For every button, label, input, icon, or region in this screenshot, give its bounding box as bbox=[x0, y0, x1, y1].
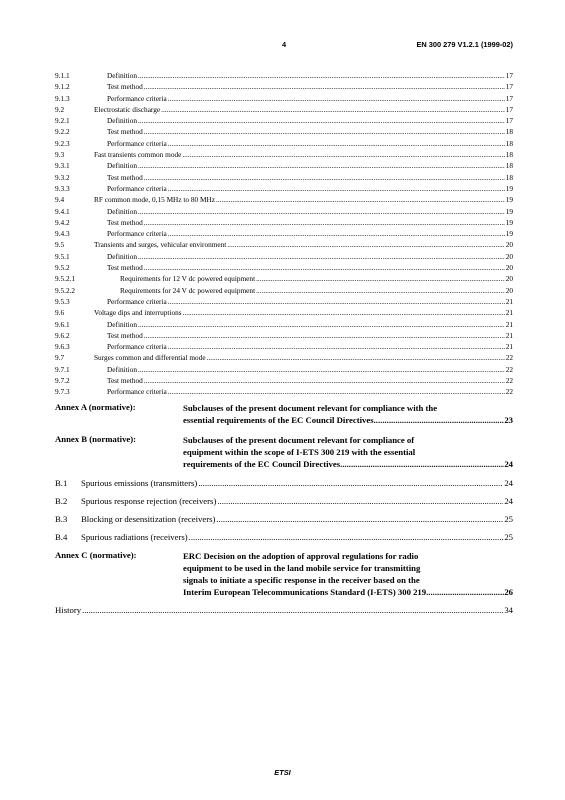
annex-a-label: Annex A (normative): bbox=[55, 402, 136, 412]
toc-entry[interactable] bbox=[55, 364, 513, 375]
toc-entry-title: Requirements for 12 V dc powered equipment bbox=[120, 274, 256, 284]
toc-entry-page: 18 bbox=[505, 150, 513, 160]
toc-entry[interactable] bbox=[55, 386, 513, 397]
toc-entry-title: Test method bbox=[107, 82, 143, 92]
toc-entry[interactable] bbox=[55, 115, 513, 126]
toc-entry-title: Performance criteria bbox=[107, 342, 167, 352]
leader-dots bbox=[138, 160, 505, 171]
leader-dots bbox=[216, 194, 505, 205]
annex-a-title-line: essential requirements of the EC Council Directives bbox=[183, 415, 374, 425]
toc-entry-b4[interactable] bbox=[55, 531, 513, 543]
toc-entry[interactable] bbox=[55, 285, 513, 296]
toc-entry[interactable] bbox=[55, 206, 513, 217]
toc-entry[interactable] bbox=[55, 307, 513, 318]
annex-b-label: Annex B (normative): bbox=[55, 434, 137, 444]
toc-entry-page: 19 bbox=[505, 195, 513, 205]
toc-entry[interactable] bbox=[55, 104, 513, 115]
leader-dots bbox=[189, 531, 504, 543]
toc-entry-title: Performance criteria bbox=[107, 296, 167, 306]
toc-entry-number: 9.5.1 bbox=[55, 251, 70, 261]
leader-dots bbox=[168, 93, 505, 104]
leader-dots bbox=[168, 341, 505, 352]
toc-entry-number: 9.3 bbox=[55, 150, 65, 160]
toc-entry-history[interactable] bbox=[55, 604, 513, 616]
toc-entry-number: 9.1.1 bbox=[55, 71, 70, 80]
toc-entry-number: 9.4.3 bbox=[55, 229, 70, 239]
toc-entry-number: B.2 bbox=[55, 496, 68, 506]
annex-c-label: Annex C (normative): bbox=[55, 550, 137, 560]
toc-entry-page: 24 bbox=[504, 478, 513, 488]
leader-dots bbox=[138, 206, 505, 217]
toc-entry-number: 9.2.1 bbox=[55, 116, 70, 126]
annex-b-title-line: requirements of the EC Council Directives bbox=[183, 459, 341, 469]
leader-dots bbox=[168, 183, 505, 194]
toc-entry-title: Spurious response rejection (receivers) bbox=[81, 496, 217, 506]
toc-entry-page: 21 bbox=[505, 319, 513, 329]
toc-entry-title: Definition bbox=[107, 206, 137, 216]
toc-entry[interactable] bbox=[55, 183, 513, 194]
toc-entry-page: 17 bbox=[505, 116, 513, 126]
toc-entry-number: 9.4.1 bbox=[55, 206, 70, 216]
toc-entry-number: 9.5.3 bbox=[55, 296, 70, 306]
leader-dots bbox=[198, 477, 503, 489]
toc-entry-page: 17 bbox=[505, 93, 513, 103]
toc-clauses bbox=[55, 70, 513, 398]
toc-entry-b2[interactable] bbox=[55, 495, 513, 507]
toc-entry[interactable] bbox=[55, 138, 513, 149]
toc-entry[interactable] bbox=[55, 239, 513, 250]
toc-entry-number: 9.7 bbox=[55, 353, 65, 363]
toc-entry-title: Blocking or desensitization (receivers) bbox=[81, 514, 216, 524]
toc-entry[interactable] bbox=[55, 262, 513, 273]
annex-c-title-line: equipment to be used in the land mobile service for transmitting bbox=[183, 563, 421, 573]
leader-dots bbox=[256, 273, 505, 284]
toc-entry[interactable] bbox=[55, 194, 513, 205]
toc-entry-title: Fast transients common mode bbox=[94, 150, 182, 160]
toc-entry-title: Definition bbox=[107, 161, 137, 171]
leader-dots bbox=[183, 307, 505, 318]
toc-entry-number: 9.4.2 bbox=[55, 217, 70, 227]
toc-entry-page: 22 bbox=[505, 387, 513, 397]
toc-entry-page: 20 bbox=[505, 251, 513, 261]
toc-entry-b1[interactable] bbox=[55, 477, 513, 489]
toc-entry[interactable] bbox=[55, 81, 513, 92]
leader-dots bbox=[168, 386, 505, 397]
toc-entry-number: 9.2.3 bbox=[55, 138, 70, 148]
toc-entry-page: 22 bbox=[505, 364, 513, 374]
toc-entry-title: Voltage dips and interruptions bbox=[94, 308, 182, 318]
leader-dots bbox=[161, 104, 505, 115]
leader-dots bbox=[216, 513, 503, 525]
toc-entry-number: 9.3.3 bbox=[55, 183, 70, 193]
toc-entry-page: 19 bbox=[505, 183, 513, 193]
leader-dots bbox=[374, 414, 505, 426]
toc-entry-title: Definition bbox=[107, 251, 137, 261]
leader-dots bbox=[138, 319, 505, 330]
page-header bbox=[55, 40, 513, 52]
toc-entry[interactable] bbox=[55, 172, 513, 183]
toc-entry-title: Performance criteria bbox=[107, 93, 167, 103]
toc-entry-title: Electrostatic discharge bbox=[94, 104, 161, 114]
leader-dots bbox=[168, 296, 505, 307]
toc-entry-page: 20 bbox=[505, 285, 513, 295]
toc-entry[interactable] bbox=[55, 319, 513, 330]
annex-c-title-line: signals to initiate a specific response in the receiver based on the bbox=[183, 575, 420, 585]
toc-entry-title: Definition bbox=[107, 116, 137, 126]
leader-dots bbox=[144, 330, 505, 341]
toc-entry-title: Performance criteria bbox=[107, 138, 167, 148]
leader-dots bbox=[256, 285, 505, 296]
toc-entry-title: Test method bbox=[107, 127, 143, 137]
toc-entry-page: 21 bbox=[505, 342, 513, 352]
toc-entry-number: 9.3.2 bbox=[55, 172, 70, 182]
leader-dots bbox=[426, 586, 504, 598]
document-id: EN 300 279 V1.2.1 (1999-02) bbox=[416, 40, 513, 49]
toc-entry-page: 20 bbox=[505, 263, 513, 273]
leader-dots bbox=[340, 458, 504, 470]
toc-entry-page: 19 bbox=[505, 229, 513, 239]
page-number: 4 bbox=[281, 40, 287, 49]
toc-entry[interactable] bbox=[55, 93, 513, 104]
leader-dots bbox=[168, 228, 505, 239]
toc-entry-title: RF common mode, 0,15 MHz to 80 MHz bbox=[94, 195, 216, 205]
toc-entry-title: Test method bbox=[107, 263, 143, 273]
leader-dots bbox=[207, 352, 505, 363]
toc-entry[interactable] bbox=[55, 160, 513, 171]
toc-entry-title: Test method bbox=[107, 172, 143, 182]
toc-entry-page: 20 bbox=[505, 274, 513, 284]
annex-c-title-line: ERC Decision on the adoption of approval regulations for radio bbox=[183, 551, 419, 561]
toc-entry-number: 9.7.2 bbox=[55, 376, 70, 386]
page-footer-etsi: ETSI bbox=[274, 768, 291, 777]
leader-dots bbox=[144, 262, 505, 273]
toc-entry-number: 9.7.3 bbox=[55, 387, 70, 397]
toc-entry-page: 20 bbox=[505, 240, 513, 250]
toc-entry-number: 9.6.2 bbox=[55, 330, 70, 340]
leader-dots bbox=[138, 364, 505, 375]
toc-entry-title: Performance criteria bbox=[107, 183, 167, 193]
toc-entry-title: Performance criteria bbox=[107, 229, 167, 239]
toc-entry-number: 9.6 bbox=[55, 308, 65, 318]
toc-entry-number: 9.1.2 bbox=[55, 82, 70, 92]
toc-entry-page: 18 bbox=[505, 161, 513, 171]
toc-entry[interactable] bbox=[55, 149, 513, 160]
toc-entry-number: 9.7.1 bbox=[55, 364, 70, 374]
leader-dots bbox=[144, 172, 505, 183]
annex-b-title-line: equipment within the scope of I-ETS 300 219 with the essential bbox=[183, 447, 416, 457]
toc-entry-title: History bbox=[55, 605, 82, 615]
toc-entry-number: 9.1.3 bbox=[55, 93, 70, 103]
annex-b-title-line: Subclauses of the present document relevant for compliance of bbox=[183, 435, 415, 445]
toc-entry[interactable] bbox=[55, 330, 513, 341]
toc-entry-number: 9.5.2.1 bbox=[55, 274, 76, 284]
toc-entry-page: 21 bbox=[505, 330, 513, 340]
toc-entry-number: B.3 bbox=[55, 514, 68, 524]
toc-entry-title: Definition bbox=[107, 71, 137, 80]
toc-entry-title: Transients and surges, vehicular environment bbox=[94, 240, 227, 250]
leader-dots bbox=[82, 604, 503, 616]
toc-entry-page: 17 bbox=[505, 104, 513, 114]
toc-entry-page: 19 bbox=[505, 206, 513, 216]
toc-entry-title: Surges common and differential mode bbox=[94, 353, 206, 363]
leader-dots bbox=[168, 138, 505, 149]
toc-entry-number: 9.6.3 bbox=[55, 342, 70, 352]
toc-entry-page: 24 bbox=[504, 496, 513, 506]
toc-entry-page: 22 bbox=[505, 353, 513, 363]
leader-dots bbox=[227, 239, 504, 250]
toc-entry-title: Definition bbox=[107, 319, 137, 329]
leader-dots bbox=[144, 375, 505, 386]
toc-entry-page: 18 bbox=[505, 127, 513, 137]
toc-entry-number: 9.5.2.2 bbox=[55, 285, 76, 295]
annex-c-title-line: Interim European Telecommunications Standard (I-ETS) 300 219 bbox=[183, 587, 427, 597]
annex-c-page: 26 bbox=[504, 587, 513, 597]
toc-entry-page: 18 bbox=[505, 172, 513, 182]
toc-entry[interactable] bbox=[55, 70, 513, 81]
toc-entry[interactable] bbox=[55, 228, 513, 239]
annex-b-page: 24 bbox=[504, 459, 513, 469]
toc-entry[interactable] bbox=[55, 341, 513, 352]
toc-entry-title: Definition bbox=[107, 364, 137, 374]
toc-entry-page: 17 bbox=[505, 82, 513, 92]
toc-entry-page: 21 bbox=[505, 296, 513, 306]
toc-entry-number: 9.5 bbox=[55, 240, 65, 250]
toc-entry-page: 18 bbox=[505, 138, 513, 148]
leader-dots bbox=[144, 126, 505, 137]
toc-entry-title: Test method bbox=[107, 330, 143, 340]
leader-dots bbox=[138, 70, 505, 81]
annex-a-title-line: Subclauses of the present document relevant for compliance with the bbox=[183, 403, 438, 413]
toc-entry-page: 22 bbox=[505, 376, 513, 386]
toc-entry-title: Performance criteria bbox=[107, 387, 167, 397]
annex-a-page: 23 bbox=[504, 415, 513, 425]
leader-dots bbox=[182, 149, 504, 160]
toc-entry-page: 34 bbox=[504, 605, 513, 615]
toc-entry-title: Spurious emissions (transmitters) bbox=[81, 478, 198, 488]
toc-entry-number: B.1 bbox=[55, 478, 68, 488]
toc-entry-page: 21 bbox=[505, 308, 513, 318]
toc-entry-page: 19 bbox=[505, 217, 513, 227]
toc-entry-number: 9.6.1 bbox=[55, 319, 70, 329]
toc-entry-number: 9.3.1 bbox=[55, 161, 70, 171]
toc-entry[interactable] bbox=[55, 217, 513, 228]
toc-entry[interactable] bbox=[55, 352, 513, 363]
leader-dots bbox=[144, 217, 505, 228]
toc-entry[interactable] bbox=[55, 375, 513, 386]
toc-entry[interactable] bbox=[55, 273, 513, 284]
toc-entry[interactable] bbox=[55, 251, 513, 262]
toc-entry-page: 25 bbox=[504, 514, 513, 524]
toc-entry-number: 9.4 bbox=[55, 195, 65, 205]
toc-entry-title: Test method bbox=[107, 217, 143, 227]
leader-dots bbox=[217, 495, 503, 507]
toc-entry-number: 9.2 bbox=[55, 104, 65, 114]
leader-dots bbox=[144, 81, 505, 92]
toc-entry[interactable] bbox=[55, 126, 513, 137]
toc-entry-b3[interactable] bbox=[55, 513, 513, 525]
toc-entry-number: 9.2.2 bbox=[55, 127, 70, 137]
leader-dots bbox=[138, 251, 505, 262]
leader-dots bbox=[138, 115, 505, 126]
toc-entry-page: 25 bbox=[504, 532, 513, 542]
toc-entry-title: Test method bbox=[107, 376, 143, 386]
toc-entry-title: Spurious radiations (receivers) bbox=[81, 532, 188, 542]
toc-entry-number: B.4 bbox=[55, 532, 68, 542]
toc-entry[interactable] bbox=[55, 296, 513, 307]
toc-entry-number: 9.5.2 bbox=[55, 263, 70, 273]
toc-entry-title: Requirements for 24 V dc powered equipment bbox=[120, 285, 256, 295]
toc-entry-page: 17 bbox=[505, 71, 513, 80]
